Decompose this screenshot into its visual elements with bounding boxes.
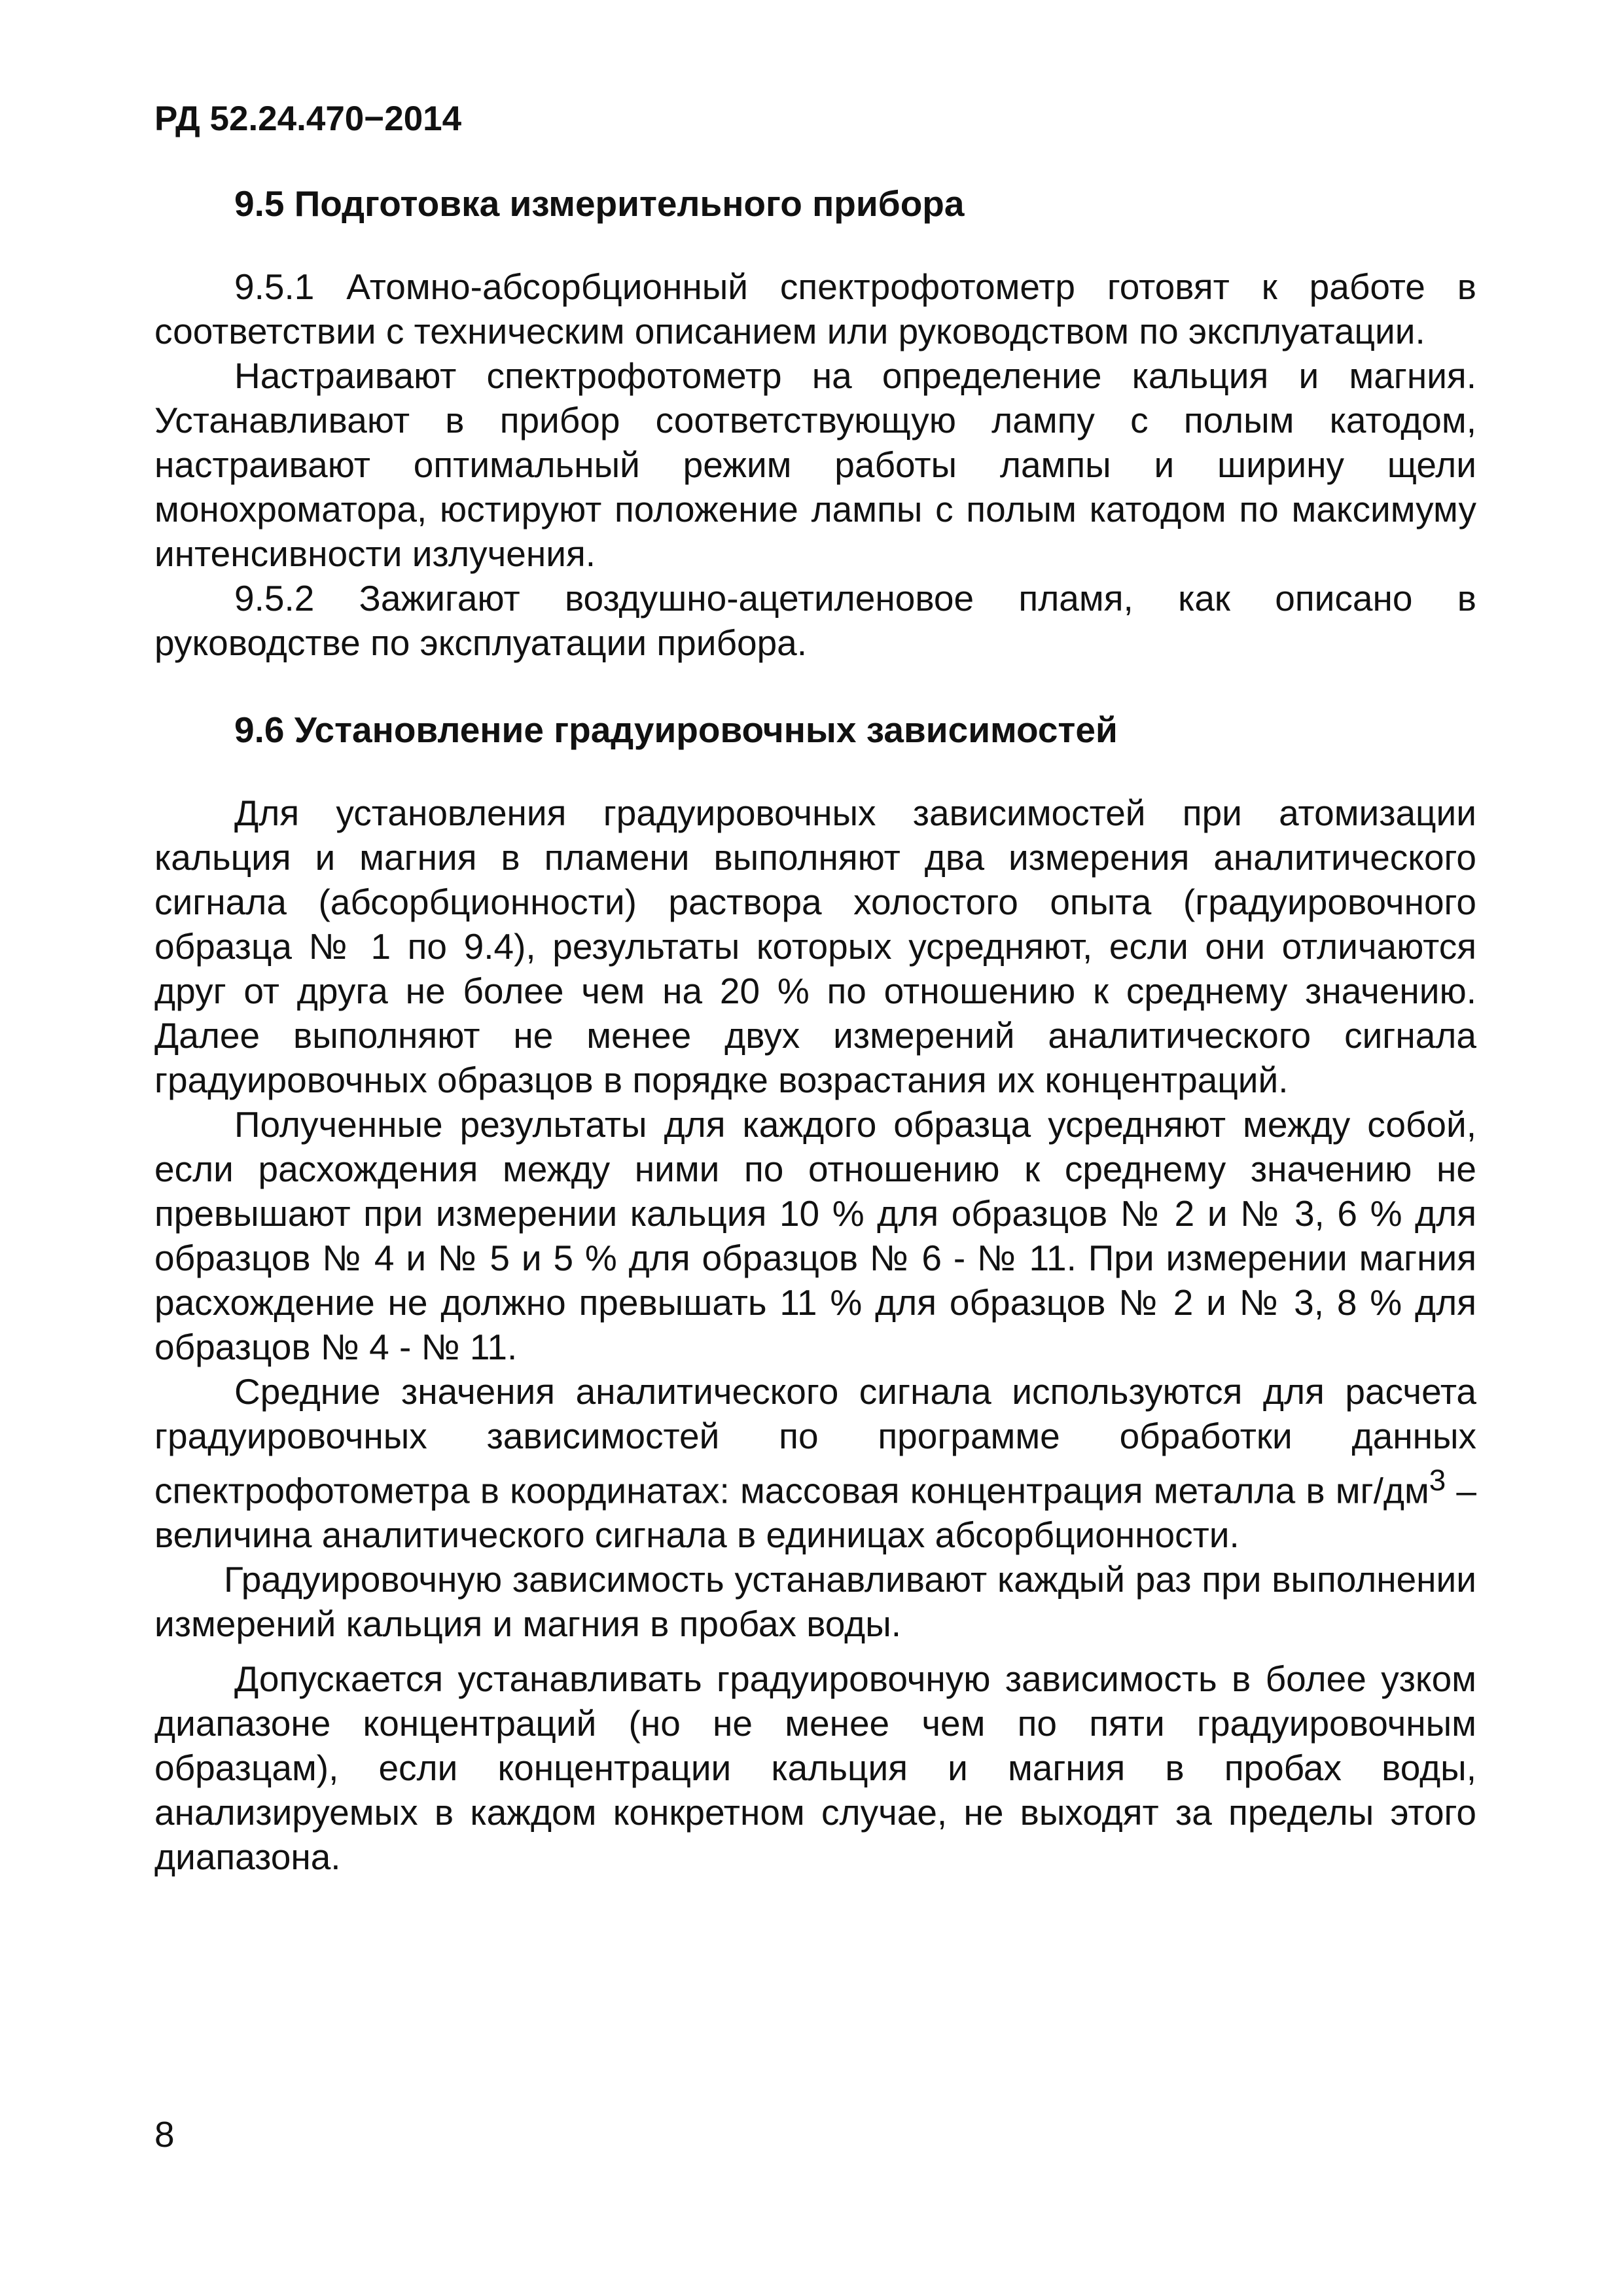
paragraph-9-6-narrow-range: Допускается устанавливать градуировочную зависимость в более узком диапазоне концентраций (но не менее чем по пяти градуировочным образцам), если концентрации кальция и магния в пробах воды, анализируемых в каждом конкретном случае, не выходят за пределы этого диапазона.	[154, 1659, 1476, 1878]
section-9-5-title: 9.5 Подготовка измерительного прибора	[234, 183, 965, 224]
paragraph-9-5-2: 9.5.2 Зажигают воздушно-ацетиленовое пламя, как описано в руководстве по эксплуатации прибора.	[154, 578, 1476, 663]
cubic-superscript: 3	[1429, 1463, 1446, 1497]
paragraph-9-6-each-time: Градуировочную зависимость устанавливают каждый раз при выполнении измерений кальция и магния в пробах воды.	[154, 1559, 1476, 1645]
paragraph-9-6-intro: Для установления градуировочных зависимостей при атомизации кальция и магния в пламени выполняют два измерения аналитического сигнала (абсорбционности) раствора холостого опыта (градуировочного образца № 1 по 9.4), результаты которых усредняют, если они отличаются друг от друга не более чем на 20 % по отношению к среднему значению. Далее выполняют не менее двух измерений аналитического сигнала градуировочных образцов в порядке возрастания их концентраций.	[154, 793, 1476, 1100]
calculation-text: Средние значения аналитического сигнала используются для расчета градуировочных зависимостей по программе обработки данных спектрофотометра в координатах: массовая концентрация металла в мг/дм	[154, 1371, 1476, 1511]
paragraph-9-6-averaging: Полученные результаты для каждого образца усредняют между собой, если расхождения между ними по отношению к среднему значению не превышают при измерении кальция 10 % для образцов № 2 и № 3, 6 % для образцов № 4 и № 5 и 5 % для образцов № 6 - № 11. При измерении магния расхождение не должно превышать 11 % для образцов № 2 и № 3, 8 % для образцов № 4 - № 11.	[154, 1104, 1476, 1367]
section-9-5-body	[154, 264, 1476, 665]
paragraph-9-5-1: 9.5.1 Атомно-абсорбционный спектрофотометр готовят к работе в соответствии с техническим описанием или руководством по эксплуатации.	[154, 266, 1476, 351]
calculation-text-end: – величина аналитического сигнала в единицах абсорбционности.	[154, 1470, 1476, 1556]
document-code: РД 52.24.470−2014	[154, 99, 462, 138]
paragraph-9-6-calculation	[154, 1369, 1476, 1557]
page-number: 8	[154, 2114, 175, 2155]
section-9-6-body	[154, 791, 1476, 1879]
paragraph-9-5-1-setup: Настраивают спектрофотометр на определение кальция и магния. Устанавливают в прибор соответствующую лампу с полым катодом, настраивают оптимальный режим работы лампы и ширину щели монохроматора, юстируют положение лампы с полым катодом по максимуму интенсивности излучения.	[154, 355, 1476, 574]
section-9-6-title: 9.6 Установление градуировочных зависимостей	[234, 709, 1118, 750]
